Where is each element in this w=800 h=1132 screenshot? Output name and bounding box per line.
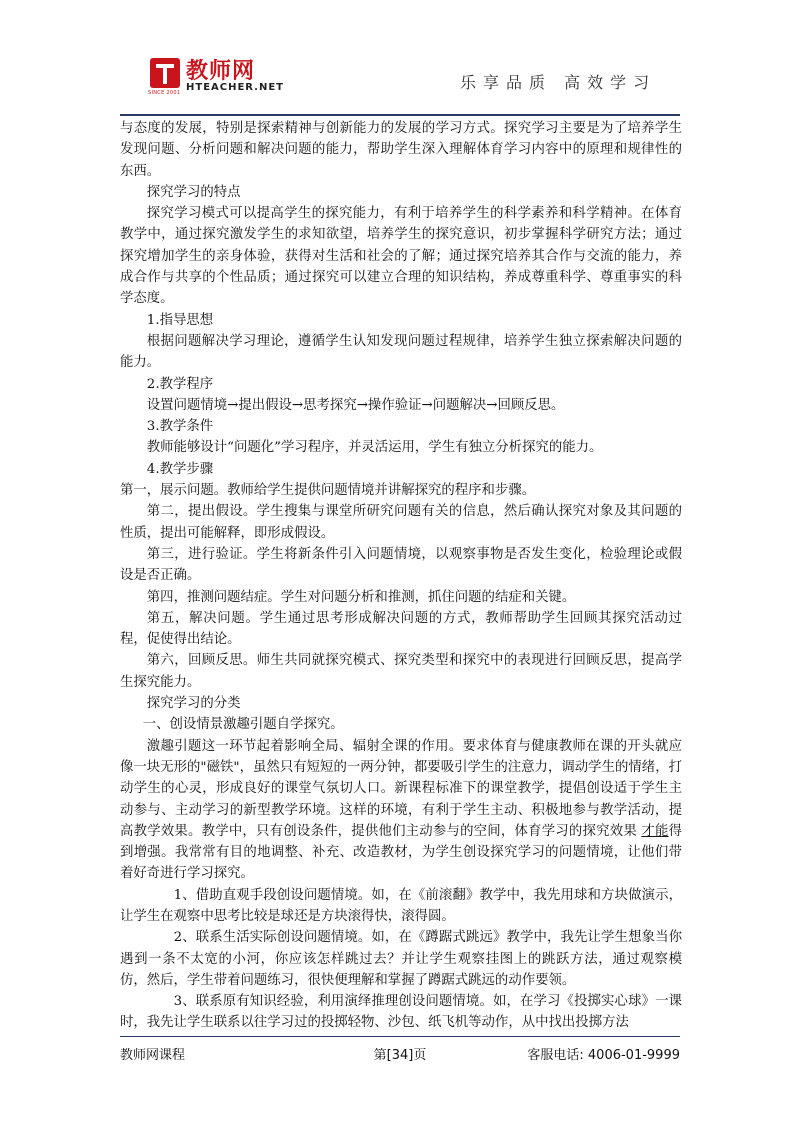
step-item: 第四，推测问题结症。学生对问题分析和推测，抓住问题的结症和关键。 [146,589,576,605]
document-body [120,118,682,1034]
list-item: 2、联系生活实际创设问题情境。如，在《蹲踞式跳远》教学中，我先让学生想象当你遇到一条不太宽的小河，你应该怎样跳过去？并让学生观察挂图上的跳跃方法，通过观察模仿，然后，学生带着问题练习，很快便理解和掌握了蹲踞式跳远的动作要领。 [120,930,682,988]
section-heading-types: 探究学习的分类 [146,696,241,712]
heading-teaching-conditions: 3.教学条件 [146,419,214,435]
footer-divider [120,1036,680,1037]
step-item: 第二，提出假设。学生搜集与课堂所研究问题有关的信息，然后确认探究对象及其问题的性质，提出可能解释，即形成假设。 [120,504,682,541]
logo-name: 教师网 [186,59,256,84]
step-item: 第一，展示问题。教师给学生提供问题情境并讲解探究的程序和步骤。 [120,483,536,499]
underlined-text: 才能 [641,823,669,839]
paragraph-text: 得到增强。我常常有目的地调整、补充、改造教材，为学生创设探究学习的问题情境，让他们带着好奇进行学习探究。 [120,823,682,882]
paragraph: 教师能够设计“问题化”学习程序，并灵活运用，学生有独立分析探究的能力。 [146,440,603,456]
heading-guiding-thought: 1.指导思想 [146,312,214,328]
paragraph [120,736,682,885]
logo-url: HTEACHER.NET [186,82,285,93]
heading-teaching-steps: 4.教学步骤 [146,461,214,477]
logo-mark-icon [150,58,180,88]
header-divider [120,114,680,116]
list-item: 3、联系原有知识经验，利用演绎推理创设问题情境。如，在学习《投掷实心球》一课时，我先让学生联系以往学习过的投掷轻物、沙包、纸飞机等动作，从中找出投掷方法 [120,994,682,1031]
site-logo[interactable] [148,52,285,102]
step-item: 第五，解决问题。学生通过思考形成解决问题的方式，教师帮助学生回顾其探究活动过程，促使得出结论。 [120,610,682,648]
list-item: 1、借助直观手段创设问题情境。如，在《前滚翻》教学中，我先用球和方块做演示，让学生在观察中思考比较是球还是方块滚得快，滚得圆。 [120,887,682,924]
page-number: 第[34]页 [373,1048,427,1063]
paragraph: 根据问题解决学习理论，遵循学生认知发现问题过程规律，培养学生独立探索解决问题的能力。 [120,333,682,371]
step-item: 第三，进行验证。学生将新条件引入问题情境，以观察事物是否发生变化，检验理论或假设是否正确。 [120,546,682,584]
footer-course-label: 教师网课程 [120,1048,186,1063]
footer-phone: 客服电话: 4006-01-9999 [527,1048,680,1063]
logo-since: SINCE 2001 [148,90,181,96]
paragraph: 设置问题情境→提出假设→思考探究→操作验证→问题解决→回顾反思。 [146,397,565,413]
header-slogan: 乐享品质 高效学习 [460,73,657,92]
section-heading-features: 探究学习的特点 [146,184,241,200]
page-footer [120,1044,680,1064]
paragraph: 探究学习模式可以提高学生的探究能力，有利于培养学生的科学素养和科学精神。在体育教学中，通过探究激发学生的求知欲望，培养学生的探究意识，初步掌握科学研究方法；通过探究增加学生的亲身体验，获得对生活和社会的了解；通过探究培养其合作与交流的能力，养成合作与共享的个性品质；通过探究可以建立合理的知识结构，养成尊重科学、尊重事实的科学态度。 [120,206,682,307]
step-item: 第六，回顾反思。师生共同就探究模式、探究类型和探究中的表现进行回顾反思，提高学生探究能力。 [120,653,682,690]
subsection-heading: 一、创设情景激趣引题自学探究。 [142,717,344,733]
paragraph: 与态度的发展，特别是探索精神与创新能力的发展的学习方式。探究学习主要是为了培养学生发现问题、分析问题和解决问题的能力，帮助学生深入理解体育学习内容中的原理和规律性的东西。 [120,121,682,179]
heading-teaching-procedure: 2.教学程序 [146,376,214,392]
paragraph-text: 激趣引题这一环节起着影响全局、辐射全课的作用。要求体育与健康教师在课的开头就应像一块无形的"磁铁"，虽然只有短短的一两分钟，都要吸引学生的注意力，调动学生的情绪，打动学生的心灵，形成良好的课堂气氛切人口。新课程标准下的课堂教学，提倡创设适于学生主动参与、主动学习的新型教学环境。这样的环境，有利于学生主动、积极地参与教学活动，提高教学效果。教学中，只有创设条件，提供他们主动参与的空间，体育学习的探究效果 [120,738,682,839]
page-header [0,0,800,118]
